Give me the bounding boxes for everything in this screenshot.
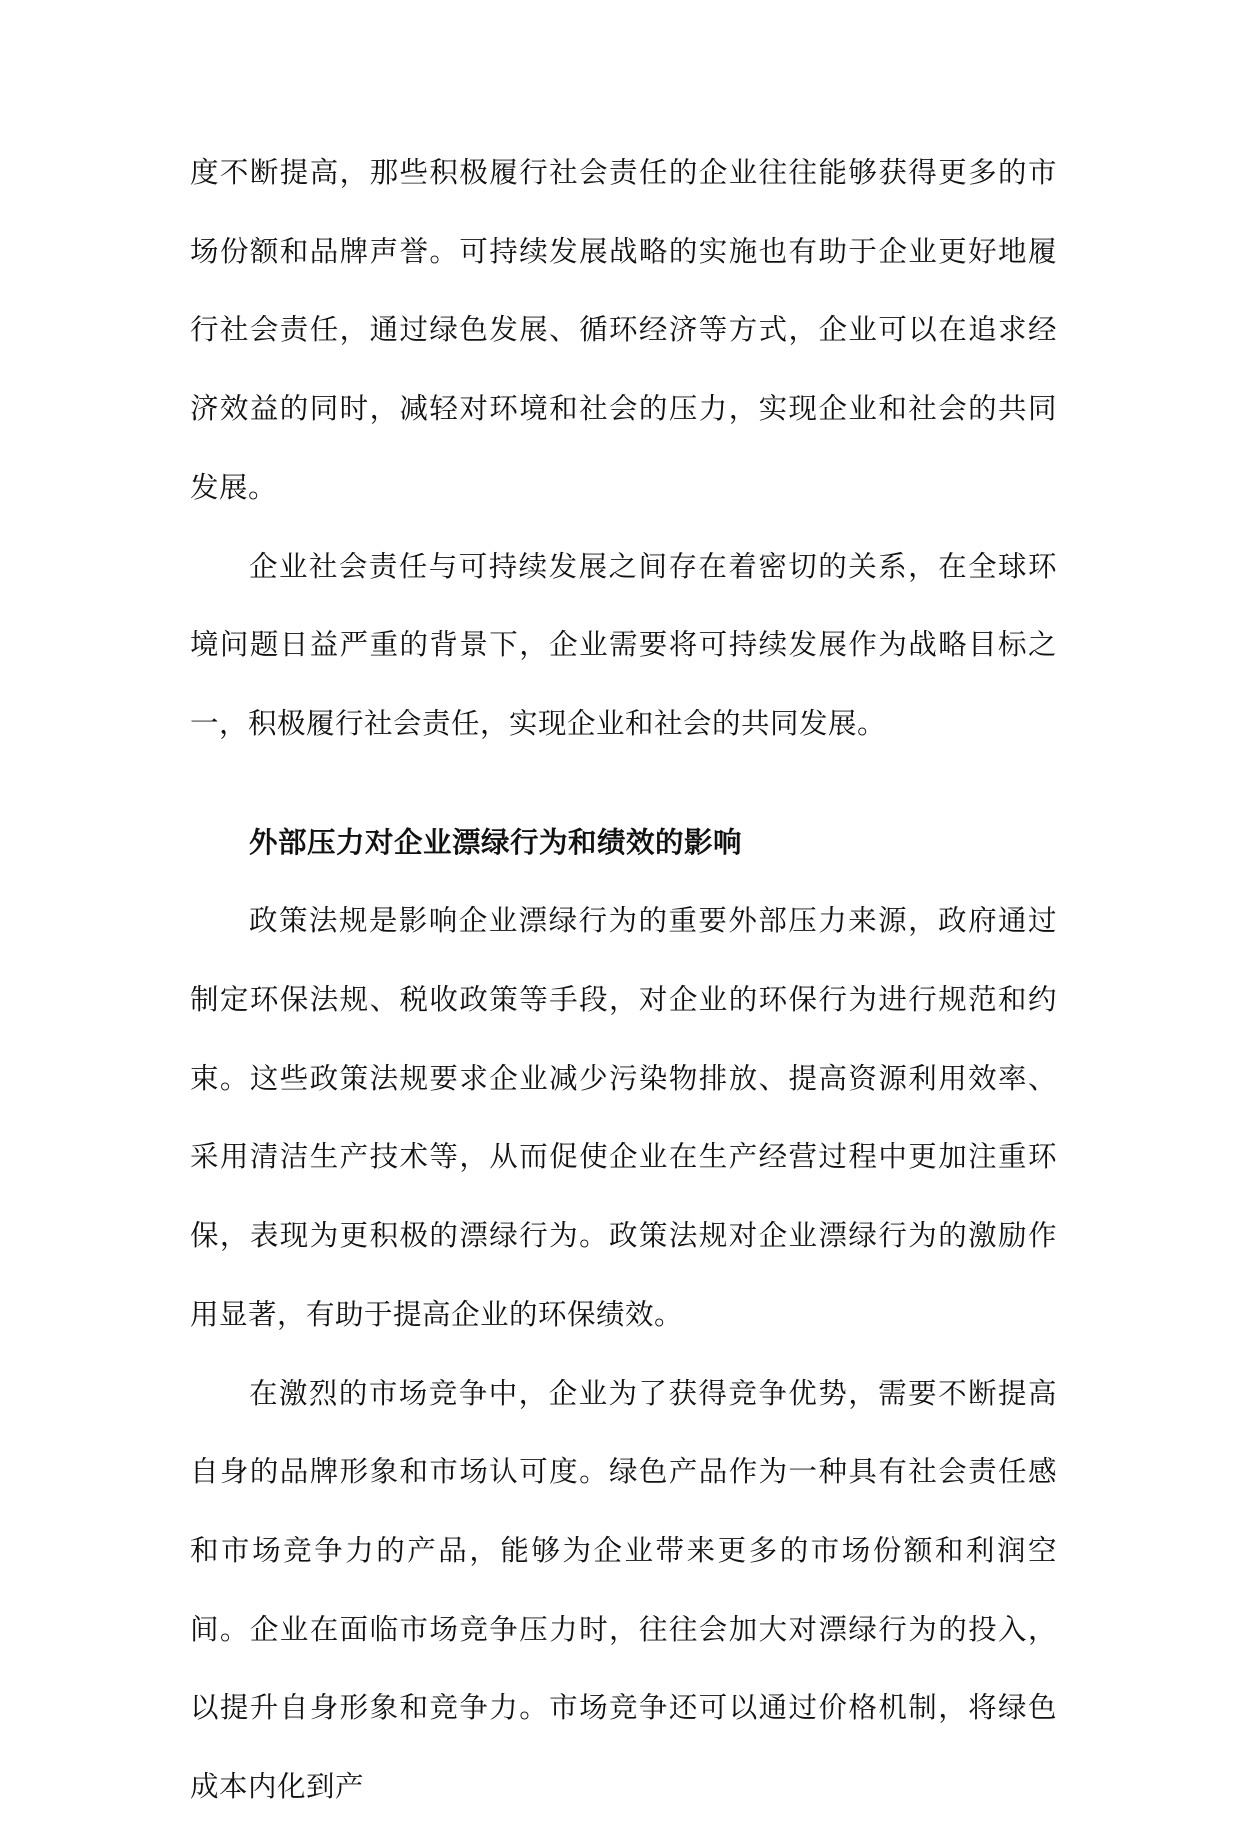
document-body (190, 134, 1057, 1827)
paragraph-continuation: 度不断提高，那些积极履行社会责任的企业往往能够获得更多的市场份额和品牌声誉。可持续发展战略的实施也有助于企业更好地履行社会责任，通过绿色发展、循环经济等方式，企业可以在追求经济效益的同时，减轻对环境和社会的压力，实现企业和社会的共同发展。 (190, 156, 1057, 504)
section-heading: 外部压力对企业漂绿行为和绩效的影响 (249, 825, 743, 859)
paragraph-csr-sustainability: 企业社会责任与可持续发展之间存在着密切的关系，在全球环境问题日益严重的背景下，企业需要将可持续发展作为战略目标之一，积极履行社会责任，实现企业和社会的共同发展。 (190, 549, 1057, 740)
paragraph-policy-regulation: 政策法规是影响企业漂绿行为的重要外部压力来源，政府通过制定环保法规、税收政策等手段，对企业的环保行为进行规范和约束。这些政策法规要求企业减少污染物排放、提高资源利用效率、采用清洁生产技术等，从而促使企业在生产经营过程中更加注重环保，表现为更积极的漂绿行为。政策法规对企业漂绿行为的激励作用显著，有助于提高企业的环保绩效。 (190, 904, 1057, 1331)
paragraph-market-competition: 在激烈的市场竞争中，企业为了获得竞争优势，需要不断提高自身的品牌形象和市场认可度。绿色产品作为一种具有社会责任感和市场竞争力的产品，能够为企业带来更多的市场份额和利润空间。企业在面临市场竞争压力时，往往会加大对漂绿行为的投入，以提升自身形象和竞争力。市场竞争还可以通过价格机制，将绿色成本内化到产 (190, 1376, 1057, 1804)
section-spacer (190, 764, 1057, 804)
